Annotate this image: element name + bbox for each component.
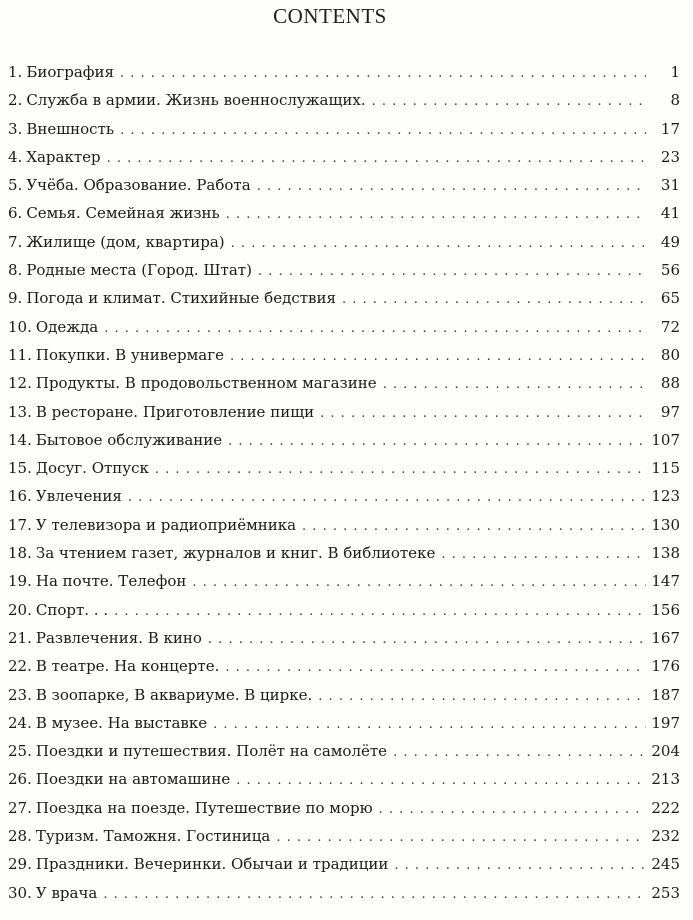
toc-entry-page: 204	[651, 742, 680, 761]
toc-entry-text	[8, 86, 372, 114]
toc-entry-number: 14.	[8, 430, 32, 449]
toc-entry-page: 115	[651, 459, 680, 478]
toc-entry-page: 253	[651, 883, 680, 902]
toc-entry-page: 232	[651, 827, 680, 846]
toc-entry-page: 130	[651, 515, 680, 534]
toc-entry-number: 16.	[8, 487, 32, 506]
toc-entry-2	[8, 86, 680, 114]
toc-entry-22	[8, 652, 680, 680]
toc-entry-text	[8, 765, 236, 793]
dot-leader	[379, 796, 646, 824]
toc-entry-text	[8, 511, 302, 539]
toc-entry-number: 12.	[8, 374, 32, 393]
dot-leader	[228, 428, 646, 456]
toc-entry-number: 30.	[8, 883, 32, 902]
toc-entry-number: 2.	[8, 91, 23, 110]
toc-entry-page: 97	[660, 402, 680, 421]
toc-entry-label: Служба в армии. Жизнь военнослужащих.	[26, 91, 366, 110]
toc-entry-text	[8, 256, 258, 284]
toc-entry-29	[8, 850, 680, 878]
toc-entry-24	[8, 709, 680, 737]
dot-leader	[225, 654, 646, 682]
dot-leader	[104, 315, 646, 343]
toc-entry-text	[8, 567, 192, 595]
toc-entry-page: 56	[660, 261, 680, 280]
toc-entry-label: За чтением газет, журналов и книг. В библиотеке	[35, 544, 436, 563]
toc-entry-5	[8, 171, 680, 199]
toc-entry-number: 4.	[8, 147, 23, 166]
toc-entry-20	[8, 596, 680, 624]
toc-entry-label: В музее. На выставке	[35, 713, 208, 732]
toc-entry-label: Поездки и путешествия. Полёт на самолёте	[35, 742, 388, 761]
toc-entry-number: 6.	[8, 204, 23, 223]
toc-entry-number: 26.	[8, 770, 32, 789]
toc-entry-page: 41	[660, 204, 680, 223]
toc-entry-text	[8, 58, 120, 86]
toc-entry-page: 245	[651, 855, 680, 874]
toc-entry-text	[8, 681, 318, 709]
dot-leader	[258, 258, 646, 286]
dot-leader	[114, 598, 646, 626]
toc-entry-text	[8, 794, 379, 822]
toc-entry-25	[8, 737, 680, 765]
toc-entry-12	[8, 369, 680, 397]
toc-entry-text	[8, 482, 128, 510]
table-of-contents	[8, 58, 680, 907]
toc-entry-number: 19.	[8, 572, 32, 591]
toc-entry-label: У врача	[35, 883, 98, 902]
toc-entry-28	[8, 822, 680, 850]
toc-entry-label: Родные места (Город. Штат)	[26, 261, 252, 280]
toc-entry-label: У телевизора и радиоприёмника	[35, 515, 297, 534]
toc-entry-page: 197	[651, 713, 680, 732]
toc-entry-label: Увлечения	[35, 487, 122, 506]
toc-entry-14	[8, 426, 680, 454]
toc-entry-text	[8, 313, 104, 341]
toc-entry-page: 1	[670, 63, 680, 81]
toc-entry-text	[8, 709, 213, 737]
toc-entry-number: 21.	[8, 628, 32, 647]
toc-entry-number: 22.	[8, 657, 32, 676]
dot-leader	[383, 371, 646, 399]
toc-entry-label: Жилище (дом, квартира)	[26, 232, 225, 251]
toc-entry-label: Учёба. Образование. Работа	[26, 176, 251, 195]
toc-entry-page: 17	[660, 119, 680, 138]
toc-entry-13	[8, 398, 680, 426]
dot-leader	[208, 626, 646, 654]
dot-leader	[120, 60, 646, 88]
toc-entry-text	[8, 398, 320, 426]
toc-entry-page: 167	[651, 628, 680, 647]
toc-entry-number: 29.	[8, 855, 32, 874]
toc-entry-19	[8, 567, 680, 595]
toc-entry-number: 20.	[8, 600, 32, 619]
toc-entry-10	[8, 313, 680, 341]
toc-entry-page: 72	[660, 317, 680, 336]
dot-leader	[257, 173, 646, 201]
toc-entry-page: 156	[651, 600, 680, 619]
toc-entry-15	[8, 454, 680, 482]
dot-leader	[107, 145, 646, 173]
dot-leader	[192, 569, 646, 597]
dot-leader	[393, 739, 646, 767]
toc-entry-number: 3.	[8, 119, 23, 138]
toc-entry-4	[8, 143, 680, 171]
toc-entry-text	[8, 426, 228, 454]
dot-leader	[372, 88, 646, 116]
toc-entry-8	[8, 256, 680, 284]
toc-entry-text	[8, 284, 342, 312]
toc-entry-label: Внешность	[26, 119, 115, 138]
toc-entry-label: В зоопарке, В аквариуме. В цирке.	[35, 685, 313, 704]
page-title: CONTENTS	[273, 4, 387, 28]
toc-entry-number: 11.	[8, 345, 32, 364]
toc-entry-text	[8, 454, 155, 482]
toc-entry-page: 187	[651, 685, 680, 704]
toc-entry-1	[8, 58, 680, 86]
toc-entry-text	[8, 228, 231, 256]
toc-entry-9	[8, 284, 680, 312]
toc-entry-30	[8, 879, 680, 907]
toc-entry-26	[8, 765, 680, 793]
toc-entry-text	[8, 199, 226, 227]
dot-leader	[231, 230, 646, 258]
toc-entry-number: 24.	[8, 713, 32, 732]
toc-entry-page: 176	[651, 657, 680, 676]
toc-entry-16	[8, 482, 680, 510]
toc-entry-27	[8, 794, 680, 822]
toc-entry-label: Туризм. Таможня. Гостиница	[35, 827, 271, 846]
toc-entry-page: 147	[651, 572, 680, 591]
toc-entry-number: 7.	[8, 232, 23, 251]
toc-entry-number: 9.	[8, 289, 23, 308]
toc-entry-number: 13.	[8, 402, 32, 421]
dot-leader	[155, 456, 646, 484]
dot-leader	[394, 852, 646, 880]
toc-entry-text	[8, 624, 208, 652]
toc-entry-3	[8, 115, 680, 143]
toc-entry-text	[8, 171, 257, 199]
dot-leader	[276, 824, 646, 852]
toc-entry-label: Бытовое обслуживание	[35, 430, 223, 449]
toc-entry-23	[8, 681, 680, 709]
toc-entry-label: Погода и климат. Стихийные бедствия	[26, 289, 336, 308]
toc-entry-text	[8, 596, 114, 624]
toc-entry-page: 80	[660, 345, 680, 364]
toc-entry-number: 1.	[8, 63, 23, 81]
dot-leader	[128, 484, 646, 512]
toc-entry-21	[8, 624, 680, 652]
toc-entry-label: На почте. Телефон	[35, 572, 187, 591]
toc-entry-text	[8, 822, 276, 850]
toc-entry-label: Развлечения. В кино	[35, 628, 202, 647]
toc-entry-11	[8, 341, 680, 369]
toc-entry-label: Семья. Семейная жизнь	[26, 204, 220, 223]
toc-entry-label: Спорт. . .	[35, 600, 109, 619]
toc-entry-text	[8, 652, 225, 680]
toc-entry-number: 27.	[8, 798, 32, 817]
toc-entry-text	[8, 341, 230, 369]
toc-entry-number: 23.	[8, 685, 32, 704]
toc-entry-label: Одежда	[35, 317, 99, 336]
toc-entry-page: 107	[651, 430, 680, 449]
toc-entry-page: 8	[670, 91, 680, 110]
toc-entry-text	[8, 737, 393, 765]
dot-leader	[318, 683, 646, 711]
toc-entry-text	[8, 539, 441, 567]
toc-entry-number: 10.	[8, 317, 32, 336]
toc-entry-text	[8, 115, 120, 143]
toc-entry-label: В театре. На концерте.	[35, 657, 220, 676]
toc-entry-text	[8, 850, 394, 878]
dot-leader	[226, 201, 646, 229]
toc-entry-page: 222	[651, 798, 680, 817]
toc-entry-7	[8, 228, 680, 256]
toc-entry-number: 8.	[8, 261, 23, 280]
toc-entry-page: 88	[660, 374, 680, 393]
toc-entry-label: Характер	[26, 147, 101, 166]
toc-entry-number: 28.	[8, 827, 32, 846]
toc-entry-number: 25.	[8, 742, 32, 761]
toc-entry-label: Поездка на поезде. Путешествие по морю	[35, 798, 373, 817]
dot-leader	[103, 881, 646, 909]
toc-entry-number: 18.	[8, 544, 32, 563]
dot-leader	[302, 513, 646, 541]
toc-entry-label: В ресторане. Приготовление пищи	[35, 402, 315, 421]
toc-entry-text	[8, 879, 103, 907]
dot-leader	[213, 711, 646, 739]
toc-entry-6	[8, 199, 680, 227]
toc-entry-label: Праздники. Вечеринки. Обычаи и традиции	[35, 855, 389, 874]
toc-entry-label: Продукты. В продовольственном магазине	[35, 374, 377, 393]
dot-leader	[230, 343, 646, 371]
toc-entry-text	[8, 143, 107, 171]
dot-leader	[320, 400, 646, 428]
toc-entry-number: 5.	[8, 176, 23, 195]
toc-entry-17	[8, 511, 680, 539]
toc-entry-page: 23	[660, 147, 680, 166]
toc-entry-label: Биография	[26, 63, 114, 81]
toc-entry-page: 49	[660, 232, 680, 251]
toc-entry-page: 213	[651, 770, 680, 789]
toc-entry-page: 138	[651, 544, 680, 563]
toc-entry-page: 123	[651, 487, 680, 506]
dot-leader	[441, 541, 646, 569]
toc-entry-page: 65	[660, 289, 680, 308]
toc-entry-18	[8, 539, 680, 567]
toc-entry-number: 15.	[8, 459, 32, 478]
toc-entry-label: Покупки. В универмаге	[35, 345, 224, 364]
toc-entry-label: Досуг. Отпуск	[35, 459, 149, 478]
toc-entry-number: 17.	[8, 515, 32, 534]
dot-leader	[236, 767, 646, 795]
dot-leader	[120, 117, 646, 145]
dot-leader	[342, 286, 646, 314]
toc-entry-page: 31	[660, 176, 680, 195]
toc-entry-label: Поездки на автомашине	[35, 770, 231, 789]
toc-entry-text	[8, 369, 383, 397]
